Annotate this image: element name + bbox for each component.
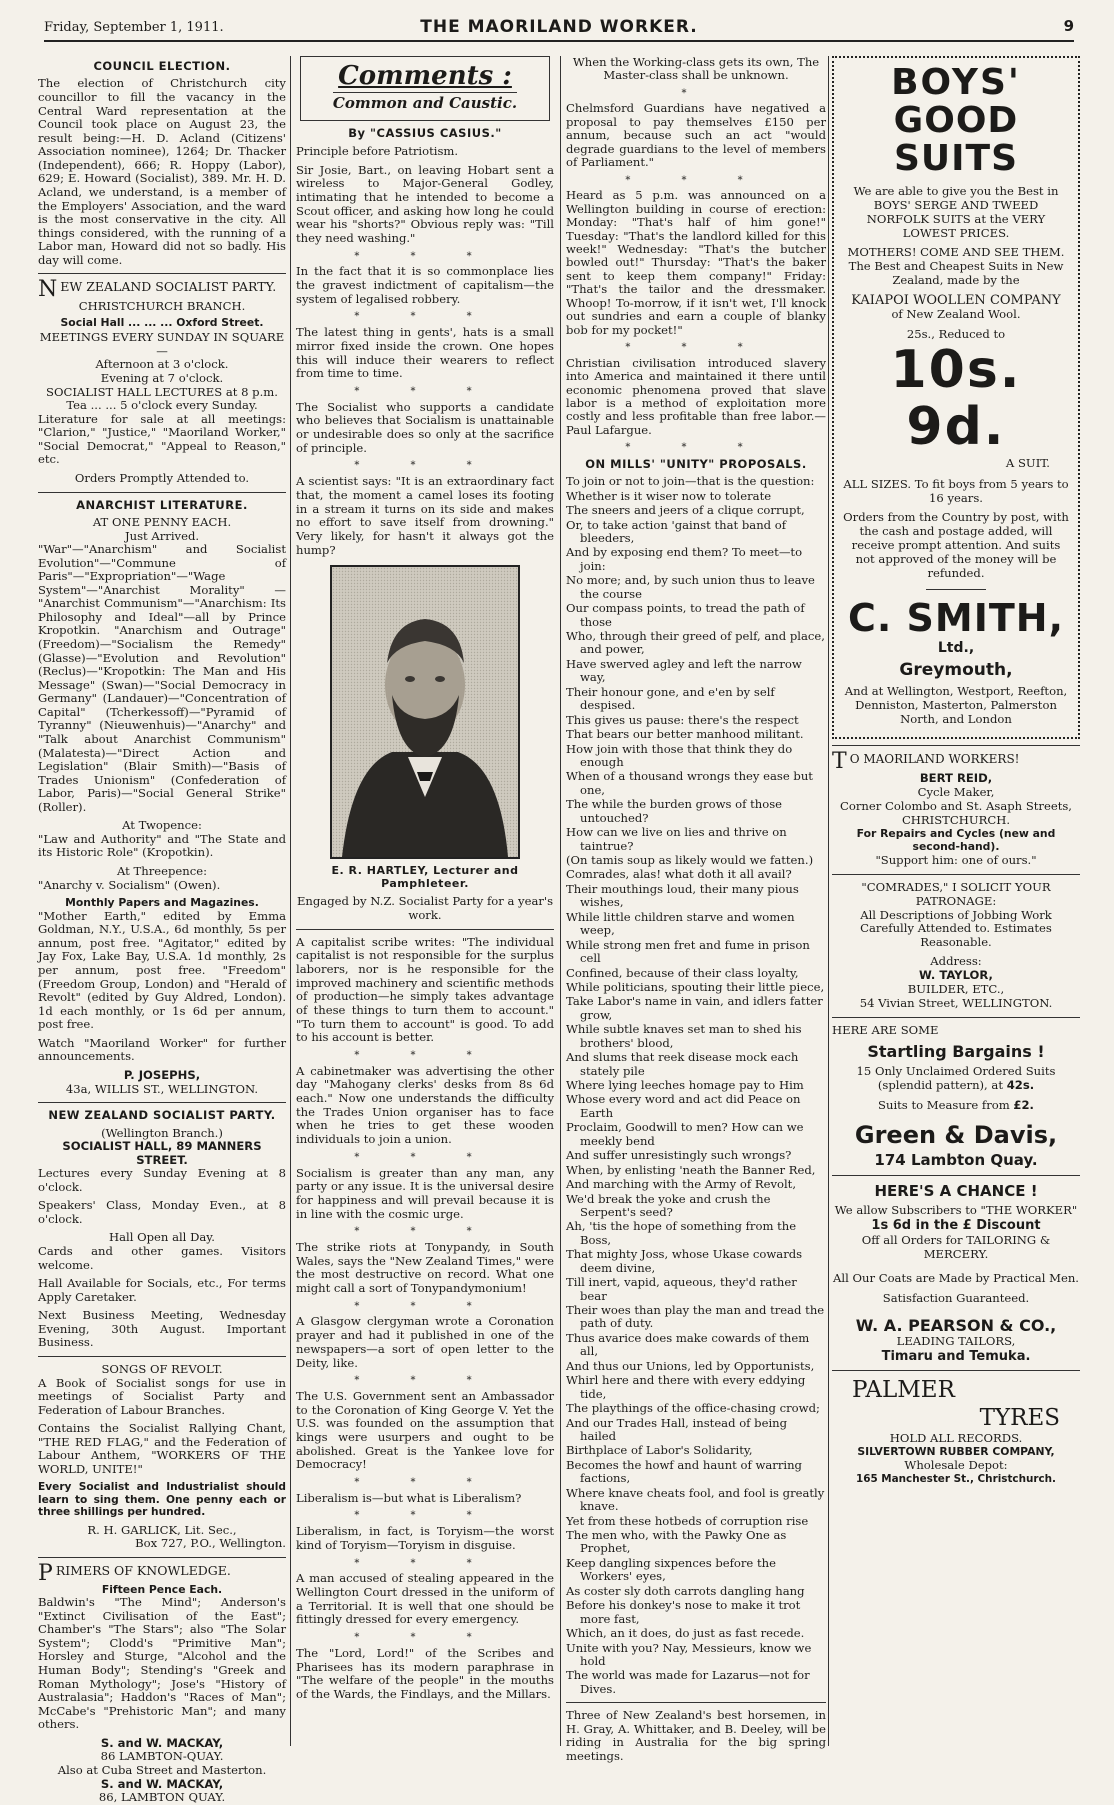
- afternoon-line: Afternoon at 3 o'clock.: [95, 357, 229, 372]
- paragraphs-top: [566, 102, 826, 437]
- separator-stars: * * *: [354, 1226, 496, 1238]
- paragraph: A scientist says: "It is an extraordinary fact that, the moment a camel loses its footing in a stream it turns on its side and makes no effort to save itself from drowning." Very likely, for hasn't it always got the hump?: [296, 474, 554, 557]
- poem-line: Which, an it does, do just as fast recede.: [566, 1626, 805, 1641]
- dropcap: T: [832, 749, 847, 775]
- mackay-name: S. and W. MACKAY,: [100, 1735, 224, 1750]
- wellington-business: Next Business Meeting, Wednesday Evening, 30th August. Important Business.: [38, 1308, 286, 1350]
- wellington-socials: Hall Available for Socials, etc., For terms Apply Caretaker.: [38, 1276, 286, 1304]
- paragraph: The "Lord, Lord!" of the Scribes and Pharisees has its modern paraphrase in "The welfare of the people" in the mouths of the Wards, the Findlays, and the Millars.: [296, 1645, 554, 1701]
- songs-box: Box 727, P.O., Wellington.: [135, 1536, 286, 1551]
- tea-line: Tea ... ... 5 o'clock every Sunday.: [66, 398, 258, 413]
- wellington-speakers: Speakers' Class, Monday Even., at 8 o'clock.: [38, 1198, 286, 1226]
- comments-title: Comments :: [338, 61, 512, 91]
- palmer-records: HOLD ALL RECORDS.: [889, 1431, 1023, 1446]
- bargains-title: Startling Bargains !: [867, 1041, 1045, 1061]
- separator-stars: * * *: [354, 250, 496, 262]
- paragraph: Liberalism is—but what is Liberalism?: [296, 1490, 522, 1505]
- poem-line: That mighty Joss, whose Ukase cowards deem divine,: [566, 1247, 803, 1275]
- paragraph: Socialism is greater than any man, any party or any issue. It is the universal desire for happiness and will prevail because it is in line with the cosmic urge.: [296, 1165, 554, 1221]
- poem-line: How can we live on lies and thrive on taintrue?: [566, 825, 787, 853]
- monthly-label: Monthly Papers and Magazines.: [65, 896, 259, 910]
- separator-stars: * * *: [354, 1477, 496, 1488]
- council-body: The election of Christchurch city councillor to fill the vacancy in the Central Ward representation at the Council took place on August 23, the result being:—H. D. Acland (Citizens' Association nominee), 1264; Dr. Thacker (Independent), 666; R. Hoppy (Labor), 629; E. Howard (Socialist), 389. Mr. H. D. Acland, we understand, is a member of the Employers' Association, and the ward is the most conservative in the city. All things considered, with the running of a Labor man, Howard did not so badly. His day will come.: [38, 76, 286, 267]
- mackay-address: 86 LAMBTON-QUAY.: [100, 1749, 224, 1764]
- poem-line: The playthings of the office-chasing crowd;: [566, 1401, 820, 1416]
- dropcap: P: [38, 1560, 53, 1586]
- portrait-illustration: [332, 567, 518, 857]
- intro-couplet: When the Working-class gets its own, The Master-class shall be unknown.: [572, 55, 820, 83]
- suits-company: KAIAPOI WOOLLEN COMPANY: [851, 292, 1061, 308]
- songs-body3: Every Socialist and Industrialist should learn to sing them. One penny each or three shillings per hundred.: [38, 1481, 286, 1519]
- poem-line: When, by enlisting 'neath the Banner Red,: [566, 1162, 816, 1177]
- divider: [926, 589, 986, 590]
- taylor-heading: "COMRADES," I SOLICIT YOUR PATRONAGE:: [861, 879, 1051, 908]
- separator-stars: * * *: [354, 1151, 496, 1163]
- separator-stars: * * *: [625, 342, 767, 354]
- pearson-p2: Off all Orders for TAILORING & MERCERY.: [861, 1232, 1051, 1261]
- column-rule: [560, 56, 561, 1746]
- poem-line: While politicians, spouting their little piece,: [566, 979, 825, 994]
- comments-subtitle: Common and Caustic.: [332, 93, 518, 112]
- poem-line: Becomes the howf and haunt of warring factions,: [566, 1457, 802, 1486]
- green-davis-address: 174 Lambton Quay.: [874, 1151, 1038, 1170]
- portrait-caption-text: Engaged by N.Z. Socialist Party for a year's work.: [296, 894, 554, 922]
- column-3: [566, 55, 826, 1763]
- poem-line: And by exposing end them? To meet—to join:: [566, 545, 803, 573]
- poem-line: Till inert, vapid, aqueous, they'd rather bear: [566, 1275, 797, 1303]
- separator-stars: * * *: [354, 1510, 496, 1522]
- literature-line: Literature for sale at all meetings: "Clarion," "Justice," "Maoriland Worker," "Social Democrat," "Appeal to Reason," etc.: [38, 411, 286, 467]
- poem-line: The while the burden grows of those untouched?: [566, 797, 783, 825]
- boys-suits-ad: [832, 56, 1080, 739]
- column-rule: [828, 56, 829, 1746]
- reid-support: "Support him: one of ours.": [875, 852, 1037, 867]
- comments-bottom: [296, 936, 554, 1702]
- comments-title-box: [300, 56, 550, 121]
- divider: [38, 1102, 286, 1103]
- poem-line: And suffer unresistingly such wrongs?: [566, 1148, 792, 1163]
- poem-line: Comrades, alas! what doth it all avail?: [566, 867, 792, 882]
- separator-stars: * * *: [625, 174, 767, 186]
- mackay-name-2: S. and W. MACKAY,: [100, 1776, 224, 1791]
- wellington-hall: SOCIALIST HALL, 89 MANNERS STREET.: [62, 1139, 262, 1167]
- pearson-discount: 1s 6d in the £ Discount: [871, 1218, 1041, 1234]
- twopence-list: "Law and Authority" and "The State and its Historic Role" (Kropotkin).: [38, 831, 286, 860]
- poem-line: Whose every word and act did Peace on Earth: [566, 1092, 801, 1120]
- songs-body1: A Book of Socialist songs for use in meetings of Socialist Party and Federation of Labour Branches.: [38, 1375, 286, 1417]
- poem-line: Thus avarice does make cowards of them all,: [566, 1330, 810, 1359]
- palmer-depot: Wholesale Depot:: [904, 1458, 1008, 1473]
- bargains-line2: Suits to Measure from £2.: [878, 1097, 1034, 1112]
- poem-line: Or, to take action 'gainst that band of bleeders,: [566, 517, 787, 545]
- watch-line: Watch "Maoriland Worker" for further announcements.: [38, 1035, 286, 1064]
- mackay-also: Also at Cuba Street and Masterton.: [57, 1762, 267, 1777]
- poem-line: Proclaim, Goodwill to men? How can we meekly bend: [566, 1120, 804, 1148]
- council-heading: COUNCIL ELECTION.: [93, 59, 231, 73]
- poem-line: Birthplace of Labor's Solidarity,: [566, 1443, 753, 1458]
- poem-line: Unite with you? Nay, Messieurs, know we hold: [566, 1640, 812, 1668]
- smith-ltd: Ltd.,: [937, 639, 975, 656]
- poem-line: No more; and, by such union thus to leave the course: [566, 573, 815, 601]
- bargains-intro: HERE ARE SOME: [832, 1022, 939, 1037]
- primers-body: Baldwin's "The Mind"; Anderson's "Extinct Civilisation of the East"; Chamber's "The Stars"; also "The Solar System"; Clodd's "Primitive Man"; Horsley and Sturge, "Alcohol and the Human Body"; Stending's "Greek and Roman Mythology"; Jose's "History of Australasia"; Haddon's "Races of Man"; McCabe's "Prehistoric Man"; and many others.: [38, 1595, 286, 1732]
- poem-line: And our Trades Hall, instead of being hailed: [566, 1415, 788, 1443]
- threepence-label: At Threepence:: [117, 864, 207, 879]
- separator-stars: * * *: [354, 1375, 496, 1387]
- masthead: [44, 14, 1074, 42]
- wellington-branch: (Wellington Branch.): [101, 1125, 223, 1140]
- poem-line: That bears our better manhood militant.: [566, 727, 804, 742]
- nzsp-wellington-heading: NEW ZEALAND SOCIALIST PARTY.: [48, 1108, 276, 1123]
- separator-stars: * * *: [354, 311, 496, 323]
- divider: [566, 1702, 826, 1703]
- separator-stars: * * *: [354, 1300, 496, 1312]
- poem-line: Before his donkey's nose to make it trot more fast,: [566, 1598, 801, 1626]
- suits-wool: of New Zealand Wool.: [891, 307, 1021, 322]
- paragraph: A capitalist scribe writes: "The individual capitalist is not responsible for the surplus laborers, nor is he responsible for the improved machinery and scientific methods of production—he simply takes advantage of these things to turn them to account." "To turn them to account" is good. To add to his account is better.: [296, 934, 554, 1045]
- twopence-label: At Twopence:: [122, 818, 202, 833]
- suits-sizes: ALL SIZES. To fit boys from 5 years to 16 years.: [843, 477, 1069, 506]
- nzsp-christchurch-heading: NEW ZEALAND SOCIALIST PARTY.: [38, 277, 277, 303]
- poem-line: While strong men fret and fume in prison cell: [566, 937, 810, 966]
- paragraph: Heard as 5 p.m. was announced on a Wellington building in course of erection: Monday: "That's half of him gone!" Tuesday: "That's the landlord killed for this week!" Wednesday: "That's the butcher bowled out!" Thursday: "That's the baker sent to keep them company!" Friday: "That's the tailor and the dressmaker. Whoop! To-morrow, if it isn't wet, I'll knock out sundries and earn a couple of blanky bob for my pocket!": [566, 188, 826, 337]
- poem-line: The men who, with the Pawky One as Prophet,: [566, 1528, 787, 1556]
- songs-sec: R. H. GARLICK, Lit. Sec.,: [87, 1522, 237, 1537]
- poem-line: Confined, because of their class loyalty,: [566, 965, 799, 980]
- pearson-p1: We allow Subscribers to "THE WORKER": [834, 1203, 1078, 1218]
- portrait-caption-name: E. R. HARTLEY, Lecturer and Pamphleteer.: [331, 864, 519, 891]
- songs-heading: SONGS OF REVOLT.: [101, 1361, 223, 1376]
- column-1: [38, 56, 286, 1805]
- threepence-list: "Anarchy v. Socialism" (Owen).: [38, 877, 221, 892]
- taylor-address-label: Address:: [930, 954, 982, 969]
- poem-line: Whether is it wiser now to tolerate: [566, 488, 772, 503]
- suits-price: 10s. 9d.: [890, 340, 1022, 458]
- closing-paragraph: Three of New Zealand's best horsemen, in H. Gray, A. Whittaker, and B. Deeley, will be riding in Australia for the big spring meetings.: [566, 1708, 826, 1763]
- separator-stars: * * *: [625, 442, 767, 454]
- reid-trade: Cycle Maker,: [917, 785, 995, 800]
- divider: [832, 745, 1080, 746]
- taylor-body: All Descriptions of Jobbing Work Carefully Attended to. Estimates Reasonable.: [860, 907, 1052, 950]
- poem-line: Their mouthings loud, their many pious wishes,: [566, 881, 799, 910]
- divider: [296, 929, 554, 930]
- divider: [38, 273, 286, 274]
- poem-line: Take Labor's name in vain, and idlers fatter grow,: [566, 994, 823, 1022]
- hall-line: Social Hall ... ... ... Oxford Street.: [60, 315, 264, 329]
- anarchist-heading: ANARCHIST LITERATURE.: [76, 497, 248, 512]
- lectures-line: SOCIALIST HALL LECTURES at 8 p.m.: [46, 384, 278, 399]
- paragraph: A cabinetmaker was advertising the other day "Mahogany clerks' desks from 8s 6d each." Now one understands the difficulty the Trades Union organiser has to face when he tries to get these wooden individuals to join a union.: [296, 1063, 554, 1147]
- byline: By "CASSIUS CASIUS.": [348, 126, 502, 141]
- wellington-games: Cards and other games. Visitors welcome.: [38, 1244, 286, 1272]
- poem-line: Yet from these hotbeds of corruption rise: [566, 1513, 809, 1528]
- suits-reduced: 25s., Reduced to: [906, 327, 1006, 342]
- taylor-name: W. TAYLOR,: [919, 968, 993, 983]
- poem-line: Where knave cheats fool, and fool is greatly knave.: [566, 1485, 825, 1514]
- primers-heading: PRIMERS OF KNOWLEDGE.: [38, 1560, 231, 1586]
- poem-line: Whirl here and there with every eddying tide,: [566, 1373, 806, 1401]
- paragraph: Chelmsford Guardians have negatived a proposal to pay themselves £150 per annum, because such an act "would degrade guardians to the level of members of Parliament.": [566, 101, 826, 170]
- pearson-towns: Timaru and Temuka.: [881, 1348, 1031, 1364]
- josephs-name: P. JOSEPHS,: [123, 1067, 201, 1082]
- poem-line: Their honour gone, and e'en by self despised.: [566, 684, 775, 713]
- palmer-title-2: TYRES: [979, 1404, 1060, 1431]
- anarchist-arrived: Just Arrived.: [124, 528, 200, 543]
- anarchist-list: "War"—"Anarchism" and Socialist Evolution"—"Commune of Paris"—"Expropriation"—"Wage System"—"Anarchist Morality" — "Anarchist Communism"—"Anarchism: Its Philosophy and Ideal"—all by Prince Kropotkin. "Anarchism and Outrage" (Freedom)—"Socialism the Remedy" (Glasse)—"Evolution and Revolution" (Reclus)—"Kropotkin: The Man and His Message" (Swan)—"Social Democracy in Germany" (Landauer)—"Concentration of Capital" (Tcherkessoff)—"Pyramid of Tyranny" (Nieuwenhuis)—"Anarchy" and "Talk about Anarchist Communism" (Malatesta)—"Direct Action and Legislation" (Blair Smith)—"Basis of Trades Unionism" (Confederation of Labor, Paris)—"Social General Strike" (Roller).: [38, 542, 286, 814]
- suits-p3: The Best and Cheapest Suits in New Zealand, made by the: [848, 258, 1064, 287]
- issue-date: Friday, September 1, 1911.: [44, 20, 224, 35]
- reid-name: BERT REID,: [919, 771, 993, 786]
- poem-line: While little children starve and women weep,: [566, 909, 795, 938]
- comments-top: [296, 164, 554, 558]
- palmer-title-1: PALMER: [852, 1377, 955, 1404]
- green-davis-name: Green & Davis,: [854, 1120, 1058, 1149]
- divider: [38, 1557, 286, 1558]
- palmer-company: SILVERTOWN RUBBER COMPANY,: [857, 1445, 1055, 1459]
- branch-name: CHRISTCHURCH BRANCH.: [78, 299, 246, 314]
- pearson-p3: All Our Coats are Made by Practical Men.: [833, 1270, 1079, 1285]
- separator-stars: * * *: [354, 385, 496, 397]
- palmer-address: 165 Manchester St., Christchurch.: [855, 1473, 1056, 1486]
- poem-line: The sneers and jeers of a clique corrupt,: [566, 503, 805, 518]
- evening-line: Evening at 7 o'clock.: [100, 371, 224, 385]
- taylor-street: 54 Vivian Street, WELLINGTON.: [859, 995, 1053, 1010]
- paragraph: A man accused of stealing appeared in the Wellington Court dressed in the uniform of a Territorial. It is well that one should be fittingly dressed for every emergency.: [296, 1571, 554, 1627]
- reid-city: CHRISTCHURCH.: [901, 812, 1011, 827]
- paragraph: Sir Josie, Bart., on leaving Hobart sent a wireless to Major-General Godley, intimating that he intended to become a Scout officer, and asking how long he could wear his "shorts?" Obvious reply was: "Till they need washing.": [296, 162, 554, 245]
- wellington-lectures: Lectures every Sunday Evening at 8 o'clock.: [38, 1166, 286, 1194]
- reid-address: Corner Colombo and St. Asaph Streets,: [840, 799, 1072, 814]
- column-rule: [290, 56, 291, 1746]
- bargains-price1: 42s.: [1006, 1077, 1035, 1092]
- reid-heading: T O MAORILAND WORKERS!: [832, 749, 1020, 775]
- poem-heading: ON MILLS' "UNITY" PROPOSALS.: [585, 456, 807, 471]
- reid-repairs: For Repairs and Cycles (new and second-hand).: [856, 826, 1056, 853]
- poem-line: As coster sly doth carrots dangling hang: [566, 1583, 805, 1598]
- dropcap: N: [38, 277, 58, 303]
- poem-line: Their woes than play the man and tread the path of duty.: [566, 1303, 825, 1331]
- suits-a-suit: A SUIT.: [1005, 455, 1050, 470]
- divider: [832, 1370, 1080, 1371]
- paragraph: The U.S. Government sent an Ambassador to the Coronation of King George V. Yet the U.S. was founded on the assumption that kings were usurpers and ought to be abolished. Great is the Yankee love for Democracy!: [296, 1388, 554, 1472]
- separator-stars: * * *: [354, 460, 496, 472]
- poem-line: While subtle knaves set man to shed his brothers' blood,: [566, 1022, 802, 1050]
- poem-line: Keep dangling sixpences before the Workers' eyes,: [566, 1555, 776, 1584]
- pearson-p4: Satisfaction Guaranteed.: [882, 1290, 1030, 1305]
- poem-line: To join or not to join—that is the question:: [566, 474, 815, 489]
- primers-sub: Fifteen Pence Each.: [101, 1582, 223, 1596]
- paragraph: The strike riots at Tonypandy, in South Wales, says the "New Zealand Times," were the most destructive on record. What one might call a sort of Tonypandymonium!: [296, 1240, 554, 1296]
- newspaper-title: THE MAORILAND WORKER.: [420, 17, 698, 37]
- suits-p2: MOTHERS! COME AND SEE THEM.: [847, 245, 1065, 260]
- poem-line: This gives us pause: there's the respect: [566, 712, 799, 727]
- divider: [832, 1175, 1080, 1176]
- anarchist-sub: AT ONE PENNY EACH.: [92, 514, 232, 529]
- paragraph: Christian civilisation introduced slavery into America and maintained it there until economic phenomena proved that slave labor is a method of exploitation more costly and less profitable than free labor.—Paul Lafargue.: [566, 355, 826, 437]
- smith-town: Greymouth,: [899, 660, 1013, 681]
- smith-branches: And at Wellington, Westport, Reefton, Denniston, Masterton, Palmerston North, and London: [844, 683, 1068, 726]
- poem-line: Our compass points, to tread the path of those: [566, 601, 805, 629]
- poem-line: Have swerved agley and left the narrow way,: [566, 656, 802, 685]
- divider: [38, 492, 286, 493]
- portrait-photo: [330, 565, 520, 859]
- suits-p1: We are able to give you the Best in BOYS' SERGE AND TWEED NORFOLK SUITS at the VERY LOWEST PRICES.: [853, 184, 1059, 241]
- poem-line: We'd break the yoke and crush the Serpent's seed?: [566, 1191, 771, 1219]
- poem: [566, 475, 826, 1696]
- poem-line: How join with those that think they do enough: [566, 741, 793, 769]
- separator-stars: * * *: [354, 1632, 496, 1644]
- poem-line: The world was made for Lazarus—not for Dives.: [566, 1668, 810, 1696]
- bargains-line1: 15 Only Unclaimed Ordered Suits (splendid pattern), at 42s.: [856, 1063, 1056, 1092]
- pearson-heading: HERE'S A CHANCE !: [874, 1182, 1038, 1201]
- paragraph: A Glasgow clergyman wrote a Coronation prayer and had it published in one of the newspapers—a sort of open letter to the Deity, like.: [296, 1314, 554, 1370]
- column-4: [832, 56, 1080, 1741]
- mackay-address-2: 86, LAMBTON QUAY.: [98, 1790, 226, 1805]
- divider: [832, 1017, 1080, 1018]
- paragraph: The latest thing in gents', hats is a small mirror fixed inside the crown. One hopes this will induce their wearers to reflect from time to time.: [296, 325, 554, 381]
- divider: [38, 1356, 286, 1357]
- monthly-list: "Mother Earth," edited by Emma Goldman, N.Y., U.S.A., 6d monthly, 5s per annum, post free. "Agitator," edited by Jay Fox, Lake Bay, U.S.A. 1d monthly, 2s per annum, post free. "Freedom" (Freedom Group, London) and "Herald of Revolt" (edited by Guy Aldred, London). 1d each monthly, or 1s 6d per annum, post free.: [38, 908, 286, 1032]
- paragraph: The Socialist who supports a candidate who believes that Socialism is unattainable or undesirable does so only at the sacrifice of principle.: [296, 399, 554, 455]
- poem-line: And slums that reek disease mock each stately pile: [566, 1050, 799, 1078]
- poem-line: Who, through their greed of pelf, and place, and power,: [566, 629, 825, 657]
- poem-line: Where lying leeches homage pay to Him: [566, 1078, 804, 1093]
- poem-line: When of a thousand wrongs they ease but one,: [566, 769, 813, 797]
- divider: [832, 874, 1080, 875]
- josephs-address: 43a, WILLIS ST., WELLINGTON.: [65, 1081, 259, 1096]
- separator-stars: *: [681, 87, 711, 99]
- taylor-trade: BUILDER, ETC.,: [907, 982, 1005, 997]
- paragraph: Liberalism, in fact, is Toryism—the worst kind of Toryism—Toryism in disguise.: [296, 1524, 554, 1552]
- songs-body2: Contains the Socialist Rallying Chant, "THE RED FLAG," and the Federation of Labour Anthem, "WORKERS OF THE WORLD, UNITE!": [38, 1421, 286, 1476]
- pearson-trade: LEADING TAILORS,: [896, 1333, 1016, 1348]
- poem-line: Ah, 'tis the hope of something from the Boss,: [566, 1219, 797, 1247]
- smith-name: C. SMITH,: [847, 595, 1065, 640]
- meetings-line: MEETINGS EVERY SUNDAY IN SQUARE—: [39, 330, 285, 358]
- poem-line: And marching with the Army of Revolt,: [566, 1177, 797, 1192]
- poem-line: (On tamis soup as likely would we fatten.): [566, 853, 814, 868]
- suits-title-2: GOOD SUITS: [893, 99, 1019, 179]
- page-number: 9: [1063, 17, 1074, 35]
- separator-stars: * * *: [354, 1557, 496, 1569]
- orders-line: Orders Promptly Attended to.: [74, 470, 250, 485]
- suits-orders: Orders from the Country by post, with the cash and postage added, will receive prompt attention. And suits not approved of the money will be refunded.: [843, 510, 1069, 580]
- wellington-open: Hall Open all Day.: [109, 1230, 215, 1245]
- motto: Principle before Patriotism.: [296, 143, 459, 158]
- bargains-price2: £2.: [1013, 1097, 1034, 1112]
- poem-line: And thus our Unions, led by Opportunists,: [566, 1358, 815, 1373]
- separator-stars: * * *: [354, 1049, 496, 1061]
- suits-title-1: BOYS': [891, 62, 1021, 103]
- paragraph: In the fact that it is so commonplace lies the gravest indictment of capitalism—the system of legalised robbery.: [296, 264, 554, 306]
- column-2: [296, 56, 554, 1741]
- pearson-firm: W. A. PEARSON & CO.,: [855, 1315, 1057, 1335]
